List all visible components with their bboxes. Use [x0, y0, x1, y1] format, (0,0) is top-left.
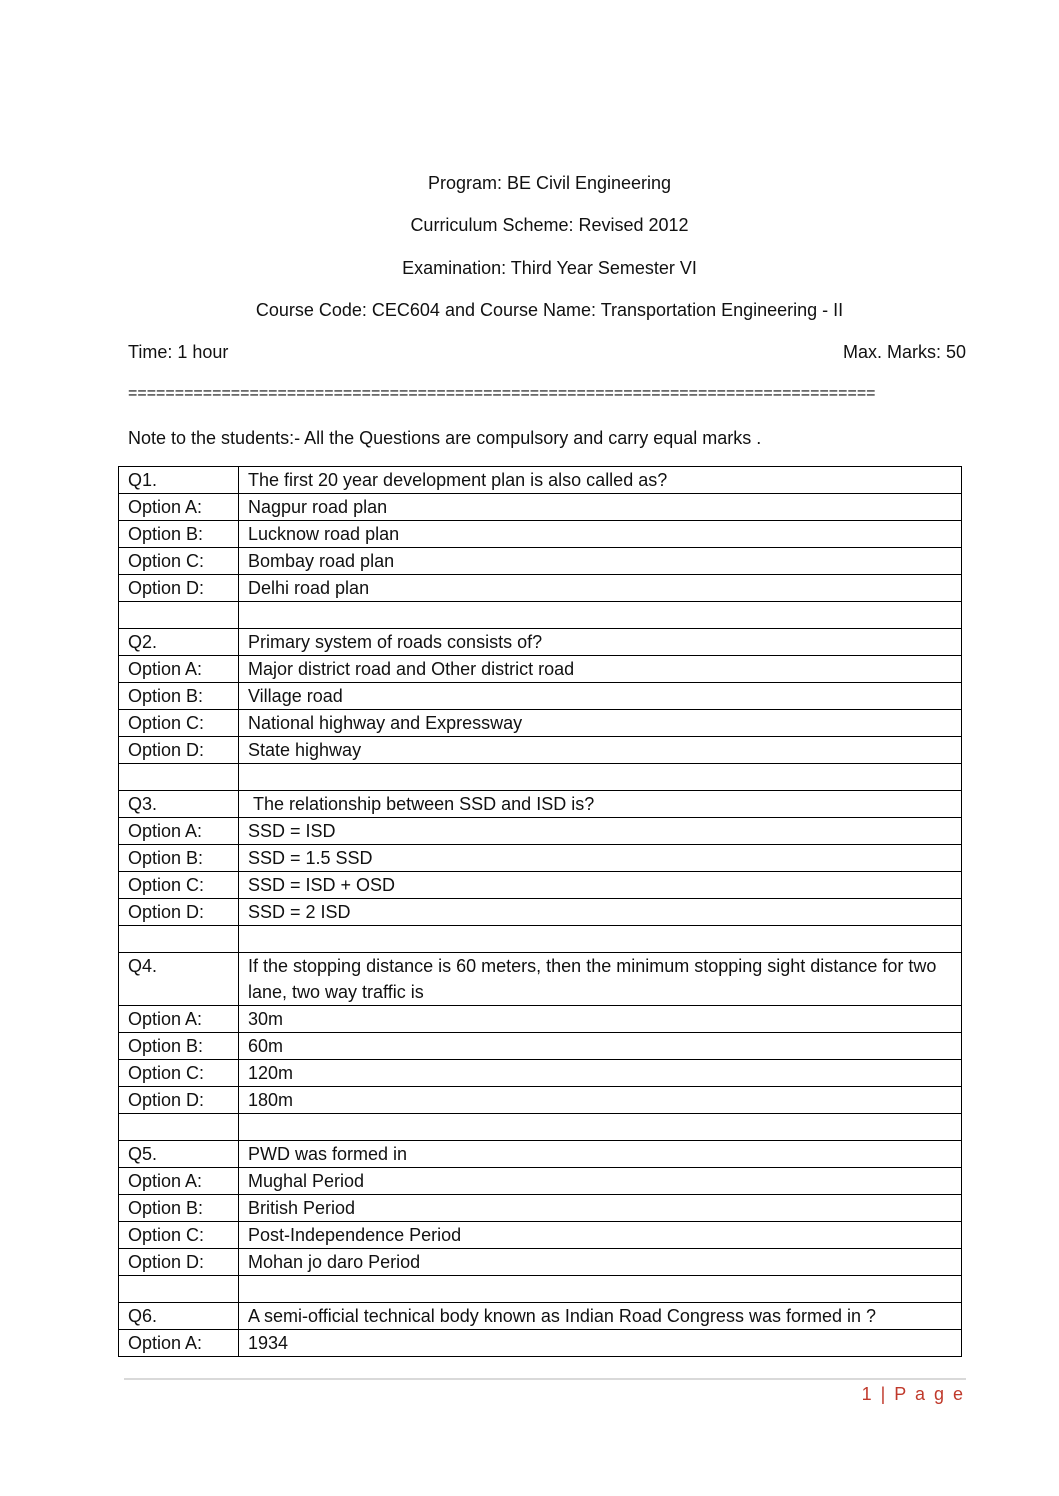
question-row	[119, 791, 962, 818]
option-text: 60m	[239, 1033, 962, 1060]
question-row	[119, 629, 962, 656]
option-text: SSD = ISD	[239, 818, 962, 845]
option-text: British Period	[239, 1195, 962, 1222]
spacer-row	[119, 602, 962, 629]
question-number: Q6.	[119, 1303, 239, 1330]
option-text: State highway	[239, 737, 962, 764]
option-label: Option A:	[119, 818, 239, 845]
option-label: Option B:	[119, 1195, 239, 1222]
option-text: 1934	[239, 1330, 962, 1357]
option-label: Option C:	[119, 710, 239, 737]
spacer-row	[119, 926, 962, 953]
question-number: Q1.	[119, 467, 239, 494]
option-label: Option D:	[119, 1249, 239, 1276]
option-row	[119, 710, 962, 737]
question-row	[119, 953, 962, 1006]
question-number: Q4.	[119, 953, 239, 1006]
question-text: The first 20 year development plan is also called as?	[239, 467, 962, 494]
option-label: Option B:	[119, 845, 239, 872]
spacer-cell	[239, 764, 962, 791]
option-row	[119, 818, 962, 845]
question-text: PWD was formed in	[239, 1141, 962, 1168]
spacer-cell	[239, 1114, 962, 1141]
question-row	[119, 467, 962, 494]
option-text: Post-Independence Period	[239, 1222, 962, 1249]
option-row	[119, 575, 962, 602]
spacer-cell	[119, 926, 239, 953]
option-row	[119, 494, 962, 521]
option-text: SSD = 2 ISD	[239, 899, 962, 926]
option-text: Mohan jo daro Period	[239, 1249, 962, 1276]
option-label: Option D:	[119, 899, 239, 926]
option-row	[119, 1006, 962, 1033]
option-row	[119, 1168, 962, 1195]
option-text: Mughal Period	[239, 1168, 962, 1195]
option-row	[119, 1249, 962, 1276]
option-text: 120m	[239, 1060, 962, 1087]
max-marks: Max. Marks: 50	[842, 342, 966, 362]
option-text: Delhi road plan	[239, 575, 962, 602]
course-heading: Course Code: CEC604 and Course Name: Transportation Engineering - II	[255, 300, 844, 320]
question-table	[118, 466, 962, 1357]
option-text: Village road	[239, 683, 962, 710]
examination-heading: Examination: Third Year Semester VI	[402, 258, 697, 278]
spacer-cell	[119, 1114, 239, 1141]
option-label: Option B:	[119, 1033, 239, 1060]
program-heading: Program: BE Civil Engineering	[427, 173, 672, 193]
curriculum-heading: Curriculum Scheme: Revised 2012	[410, 215, 689, 235]
question-text: The relationship between SSD and ISD is?	[239, 791, 962, 818]
question-table-body	[119, 467, 962, 1357]
option-label: Option A:	[119, 1168, 239, 1195]
spacer-cell	[119, 1276, 239, 1303]
option-row	[119, 683, 962, 710]
option-label: Option B:	[119, 521, 239, 548]
option-label: Option C:	[119, 872, 239, 899]
option-text: National highway and Expressway	[239, 710, 962, 737]
option-label: Option B:	[119, 683, 239, 710]
option-row	[119, 1087, 962, 1114]
option-row	[119, 1330, 962, 1357]
separator-line: ================================================================================	[128, 385, 876, 402]
option-row	[119, 1033, 962, 1060]
option-text: SSD = ISD + OSD	[239, 872, 962, 899]
spacer-cell	[239, 926, 962, 953]
option-text: 180m	[239, 1087, 962, 1114]
question-number: Q2.	[119, 629, 239, 656]
option-row	[119, 1060, 962, 1087]
option-row	[119, 1222, 962, 1249]
question-row	[119, 1303, 962, 1330]
option-row	[119, 548, 962, 575]
option-text: Nagpur road plan	[239, 494, 962, 521]
option-row	[119, 1195, 962, 1222]
option-label: Option A:	[119, 656, 239, 683]
page-number: 1 | P a g e	[861, 1384, 965, 1404]
option-text: 30m	[239, 1006, 962, 1033]
spacer-cell	[239, 602, 962, 629]
option-label: Option C:	[119, 1060, 239, 1087]
option-row	[119, 737, 962, 764]
question-text: If the stopping distance is 60 meters, then the minimum stopping sight distance for two lane, two way traffic is	[239, 953, 962, 1006]
footer-rule	[124, 1378, 966, 1380]
option-row	[119, 845, 962, 872]
option-label: Option A:	[119, 494, 239, 521]
option-text: Major district road and Other district road	[239, 656, 962, 683]
option-label: Option D:	[119, 1087, 239, 1114]
exam-time: Time: 1 hour	[128, 342, 229, 362]
spacer-cell	[119, 764, 239, 791]
spacer-row	[119, 764, 962, 791]
question-number: Q5.	[119, 1141, 239, 1168]
option-text: SSD = 1.5 SSD	[239, 845, 962, 872]
student-note: Note to the students:- All the Questions are compulsory and carry equal marks .	[128, 428, 762, 448]
option-row	[119, 521, 962, 548]
option-label: Option C:	[119, 548, 239, 575]
spacer-cell	[119, 602, 239, 629]
option-label: Option A:	[119, 1006, 239, 1033]
option-text: Bombay road plan	[239, 548, 962, 575]
question-number: Q3.	[119, 791, 239, 818]
option-row	[119, 872, 962, 899]
question-text: A semi-official technical body known as Indian Road Congress was formed in ?	[239, 1303, 962, 1330]
option-label: Option D:	[119, 575, 239, 602]
option-label: Option D:	[119, 737, 239, 764]
option-row	[119, 899, 962, 926]
question-row	[119, 1141, 962, 1168]
option-label: Option A:	[119, 1330, 239, 1357]
option-text: Lucknow road plan	[239, 521, 962, 548]
question-text: Primary system of roads consists of?	[239, 629, 962, 656]
option-row	[119, 656, 962, 683]
spacer-row	[119, 1114, 962, 1141]
spacer-row	[119, 1276, 962, 1303]
option-label: Option C:	[119, 1222, 239, 1249]
spacer-cell	[239, 1276, 962, 1303]
